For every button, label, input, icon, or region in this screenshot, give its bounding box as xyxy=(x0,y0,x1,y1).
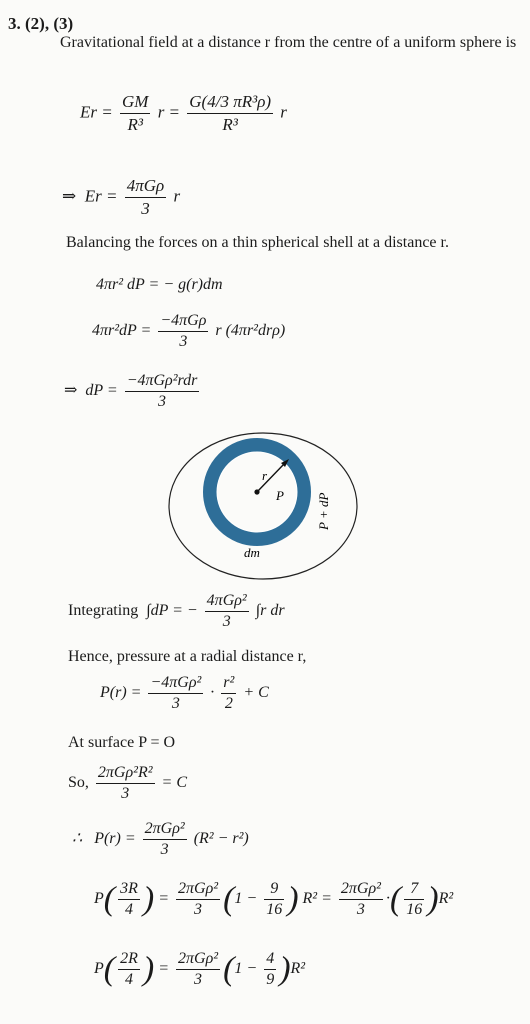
problem-label: 3. (2), (3) xyxy=(8,14,74,33)
equation-field-2: ⇒ Er = $\frac{\text{4πGρ}}{3}$ r xyxy=(62,176,181,218)
equation-8: P( $\frac{3R}{4}$ ) = $\frac{\text{2πGρ²}}{3}$ (1 − $\frac{9}{16}$ ) R² = $\frac{\text{2πGρ²}}{3}$ ·( $\frac{7}{16}$ )R² xyxy=(94,880,454,918)
equation-7: ∴ P(r) = $\frac{\text{2πGρ²}}{3}$ (R² − r²) xyxy=(72,820,249,858)
equation-5: ⇒ dP = $\frac{\text{−4πGρ²rdr}}{3}$ xyxy=(64,372,198,410)
r-label: r xyxy=(262,468,268,483)
p-label: P xyxy=(276,488,284,503)
equation-field-1: Er = $\frac{GM}{\text{R³}}$ r = $\frac{\text{G(4/3 πR³ρ)}}{\text{R³}}$ r xyxy=(80,92,287,134)
equation-4: 4πr²dP = $\frac{\text{−4πGρ}}{3}$ r (4πr²drρ) xyxy=(92,312,286,350)
surface-text: At surface P = O xyxy=(68,734,176,751)
balance-text: Balancing the forces on a thin spherical shell at a distance r. xyxy=(66,234,449,251)
integrating-line: Integrating ∫dP = − $\frac{\text{4πGρ²}}{3}$ ∫r dr xyxy=(68,592,285,630)
equation-3: 4πr² dP = − g(r)dm xyxy=(96,276,223,293)
intro-text: Gravitational field at a distance r from the centre of a uniform sphere is xyxy=(60,34,517,51)
equation-6: P(r) = $\frac{\text{−4πGρ²}}{3}$ · $\frac{\text{r²}}{2}$ + C xyxy=(100,674,269,712)
pdp-label: P + dP xyxy=(316,492,331,530)
so-line: So, $\frac{\text{2πGρ²R²}}{3}$ = C xyxy=(68,764,187,802)
shell-figure xyxy=(166,430,360,582)
equation-9: P( $\frac{2R}{4}$ ) = $\frac{\text{2πGρ²}}{3}$ (1 − $\frac{4}{9}$ )R² xyxy=(94,950,306,988)
dm-label: dm xyxy=(244,545,260,560)
hence-text: Hence, pressure at a radial distance r, xyxy=(68,648,307,665)
